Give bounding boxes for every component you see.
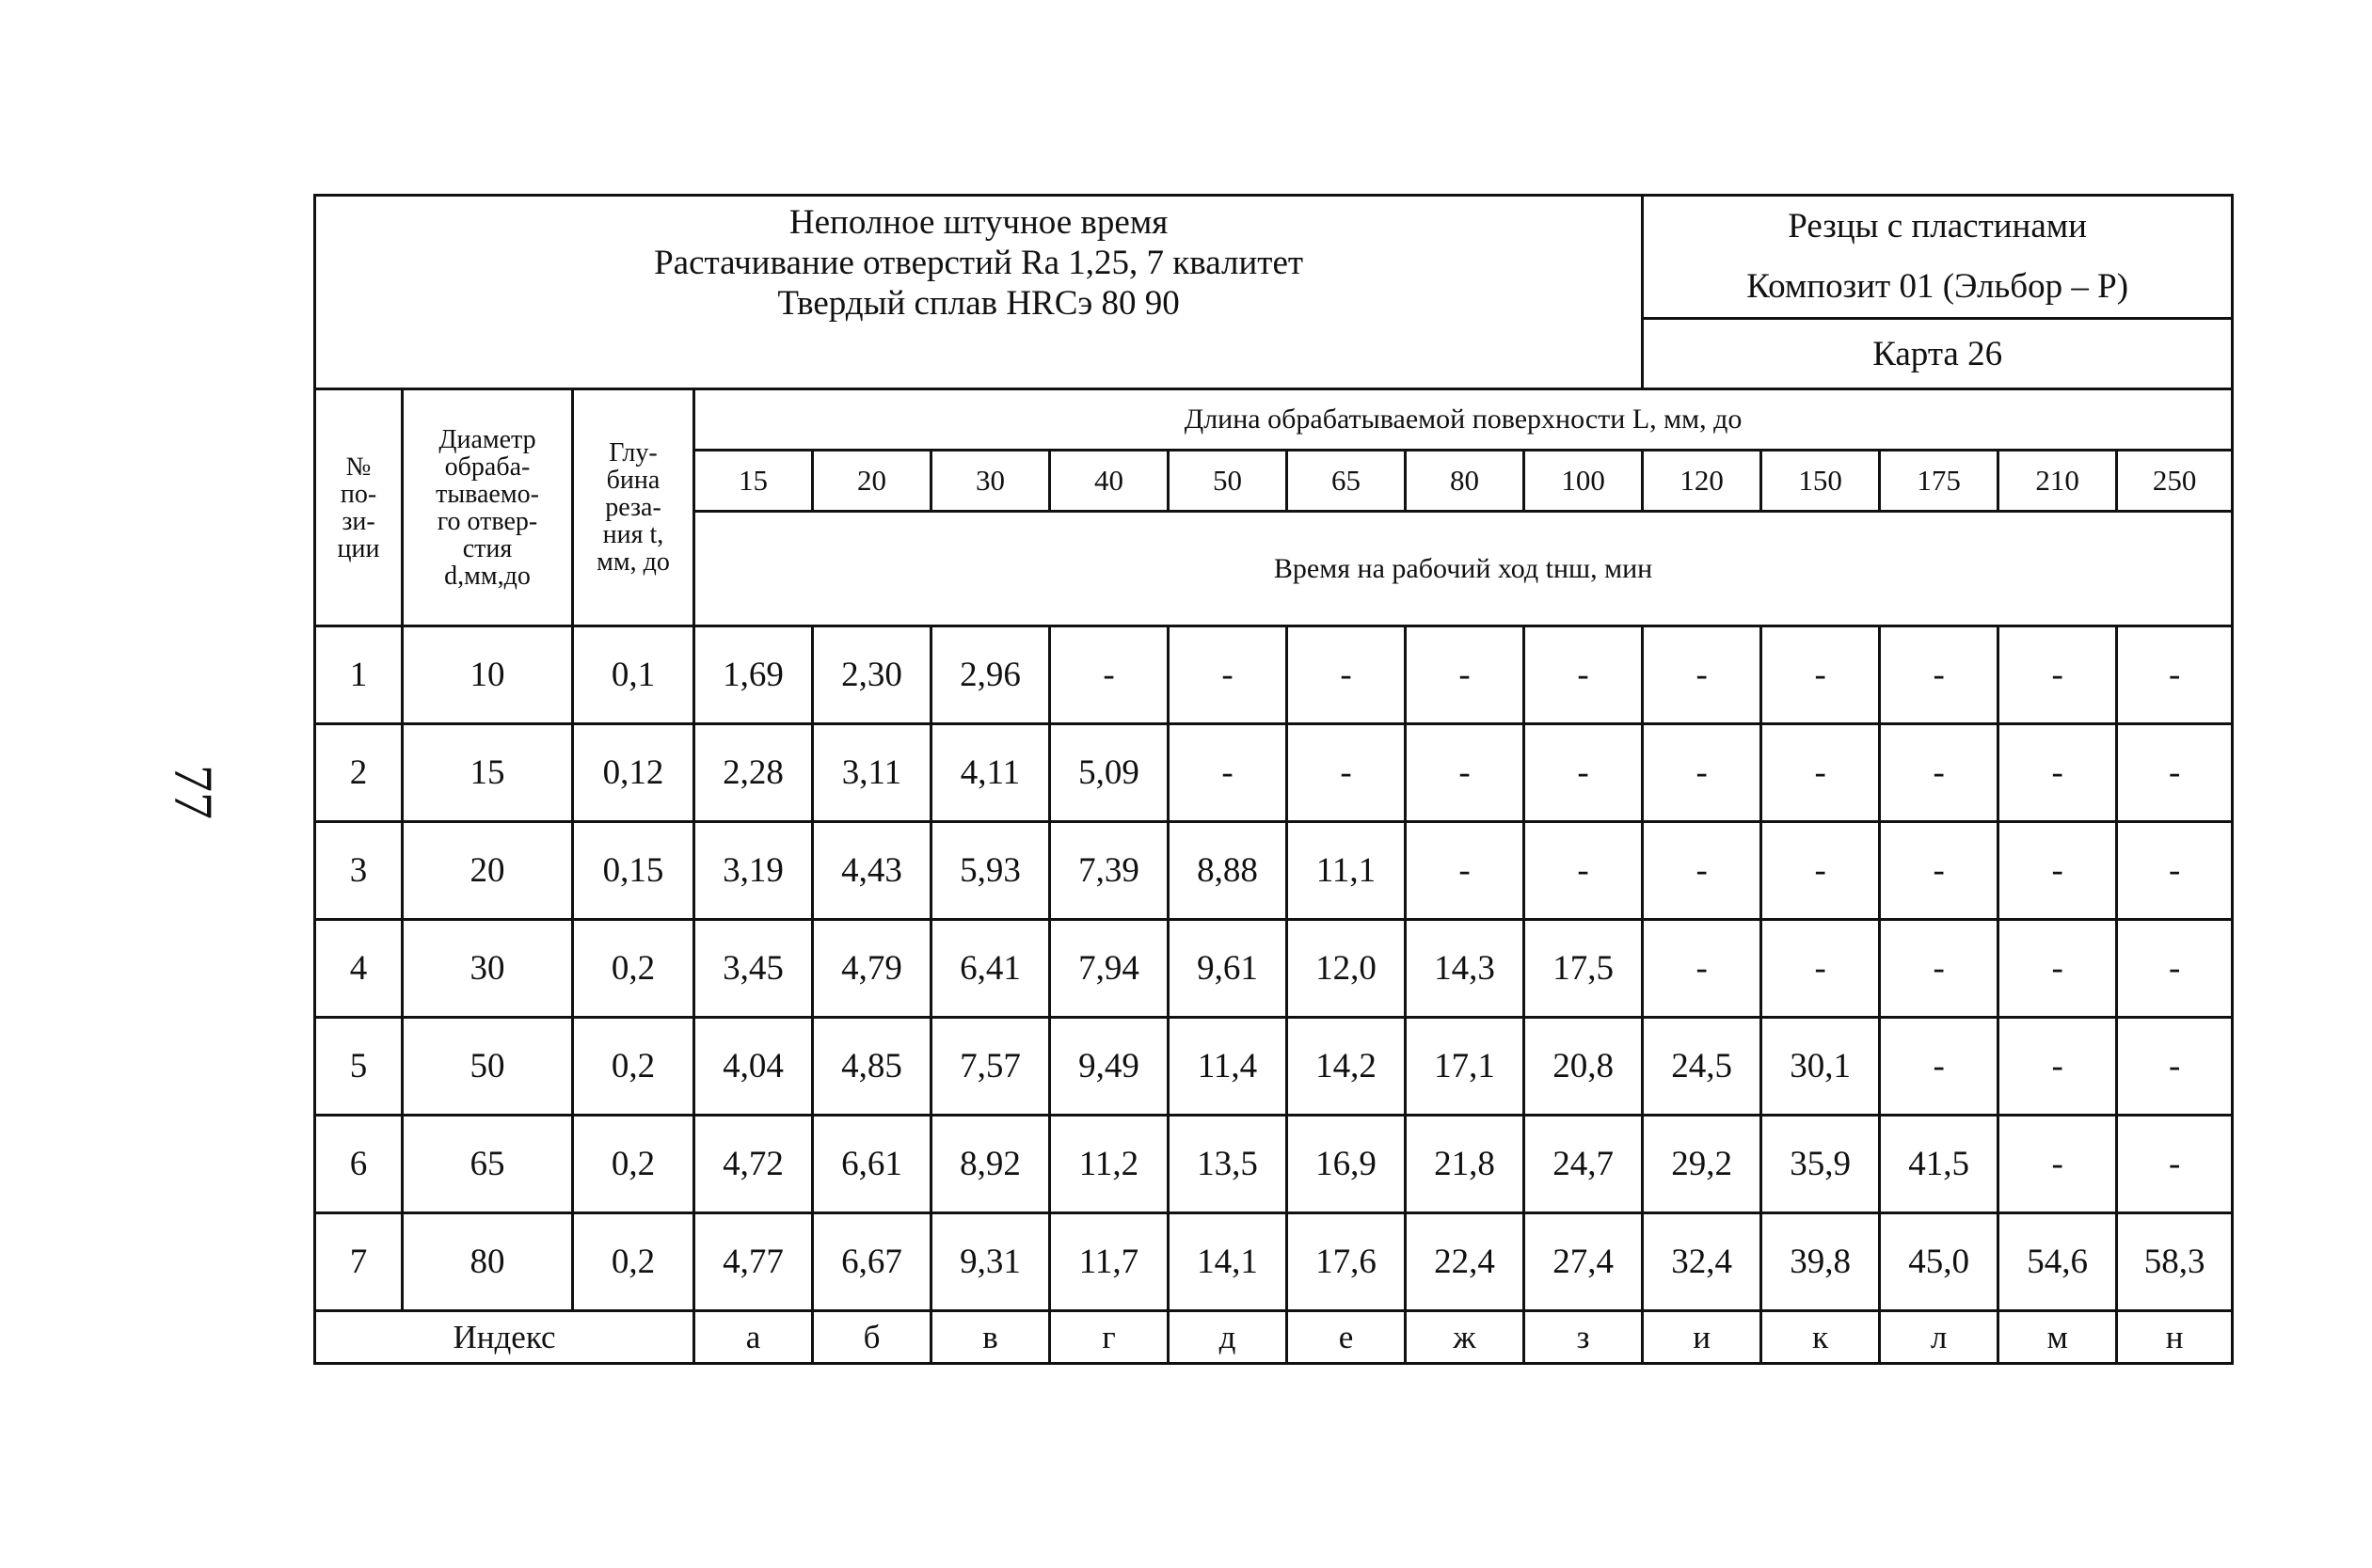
time-value-cell: 41,5 xyxy=(1880,1116,1998,1213)
length-value: 65 xyxy=(1287,451,1406,512)
title-line-3: Твердый сплав HRCэ 80 90 xyxy=(777,284,1180,323)
norm-table xyxy=(313,194,2234,1365)
length-value: 120 xyxy=(1643,451,1761,512)
time-value-cell: - xyxy=(1880,724,1998,822)
time-value-cell: - xyxy=(1998,626,2117,724)
time-value-cell: - xyxy=(1050,626,1169,724)
depth-cell: 0,2 xyxy=(573,1018,694,1116)
index-letter: б xyxy=(813,1311,931,1364)
time-value-cell: - xyxy=(1643,920,1761,1018)
time-value-cell: - xyxy=(1880,822,1998,920)
index-label: Индекс xyxy=(315,1311,694,1364)
table-row xyxy=(315,920,2233,1018)
time-value-cell: 4,79 xyxy=(813,920,931,1018)
time-value-cell: 2,28 xyxy=(694,724,813,822)
length-value: 30 xyxy=(931,451,1050,512)
header-length: Длина обрабатываемой поверхности L, мм, до xyxy=(694,389,2233,451)
time-value-cell: - xyxy=(1880,626,1998,724)
depth-cell: 0,15 xyxy=(573,822,694,920)
time-value-cell: 13,5 xyxy=(1169,1116,1287,1213)
tool-line-2: Композит 01 (Эльбор – Р) xyxy=(1746,267,2129,306)
tool-line-1: Резцы с пластинами xyxy=(1788,207,2087,245)
time-value-cell: 9,61 xyxy=(1169,920,1287,1018)
time-value-cell: 5,93 xyxy=(931,822,1050,920)
table-row xyxy=(315,724,2233,822)
time-value-cell: - xyxy=(1406,626,1524,724)
diameter-cell: 65 xyxy=(403,1116,573,1213)
time-value-cell: 24,5 xyxy=(1643,1018,1761,1116)
diameter-cell: 10 xyxy=(403,626,573,724)
time-value-cell: - xyxy=(1998,822,2117,920)
length-value: 20 xyxy=(813,451,931,512)
header-time: Время на рабочий ход tнш, мин xyxy=(694,512,2233,626)
time-value-cell: - xyxy=(2117,1018,2233,1116)
time-value-cell: 9,49 xyxy=(1050,1018,1169,1116)
diameter-cell: 20 xyxy=(403,822,573,920)
time-value-cell: 8,88 xyxy=(1169,822,1287,920)
time-value-cell: 14,2 xyxy=(1287,1018,1406,1116)
time-value-cell: - xyxy=(1998,724,2117,822)
diameter-cell: 80 xyxy=(403,1213,573,1311)
header-position: № по- зи- ции xyxy=(315,389,403,626)
position-cell: 2 xyxy=(315,724,403,822)
index-letter: е xyxy=(1287,1311,1406,1364)
time-value-cell: 27,4 xyxy=(1524,1213,1643,1311)
position-cell: 4 xyxy=(315,920,403,1018)
length-value: 150 xyxy=(1761,451,1880,512)
time-value-cell: 4,43 xyxy=(813,822,931,920)
time-value-cell: - xyxy=(1643,724,1761,822)
index-letter: а xyxy=(694,1311,813,1364)
time-value-cell: - xyxy=(1524,724,1643,822)
position-cell: 3 xyxy=(315,822,403,920)
page-number: 77 xyxy=(163,765,224,819)
header-diameter: Диаметр обраба- тываемо- го отвер- стия d,мм,до xyxy=(403,389,573,626)
time-value-cell: 4,77 xyxy=(694,1213,813,1311)
table-row xyxy=(315,822,2233,920)
index-letter: в xyxy=(931,1311,1050,1364)
table-row xyxy=(315,626,2233,724)
depth-cell: 0,2 xyxy=(573,920,694,1018)
time-value-cell: 8,92 xyxy=(931,1116,1050,1213)
time-value-cell: 7,39 xyxy=(1050,822,1169,920)
time-value-cell: 11,7 xyxy=(1050,1213,1169,1311)
time-value-cell: 30,1 xyxy=(1761,1018,1880,1116)
time-value-cell: - xyxy=(1998,1116,2117,1213)
time-value-cell: 5,09 xyxy=(1050,724,1169,822)
index-letter: л xyxy=(1880,1311,1998,1364)
time-value-cell: 12,0 xyxy=(1287,920,1406,1018)
length-value: 250 xyxy=(2117,451,2233,512)
time-value-cell: - xyxy=(1761,822,1880,920)
time-value-cell: 1,69 xyxy=(694,626,813,724)
time-value-cell: - xyxy=(1287,724,1406,822)
diameter-cell: 30 xyxy=(403,920,573,1018)
time-value-cell: - xyxy=(1998,1018,2117,1116)
position-cell: 5 xyxy=(315,1018,403,1116)
time-value-cell: - xyxy=(1761,626,1880,724)
time-value-cell: - xyxy=(1287,626,1406,724)
time-value-cell: 54,6 xyxy=(1998,1213,2117,1311)
time-value-cell: 4,72 xyxy=(694,1116,813,1213)
table-row xyxy=(315,1213,2233,1311)
time-value-cell: - xyxy=(1406,822,1524,920)
length-value: 80 xyxy=(1406,451,1524,512)
time-value-cell: - xyxy=(2117,822,2233,920)
length-value: 175 xyxy=(1880,451,1998,512)
index-letter: и xyxy=(1643,1311,1761,1364)
depth-cell: 0,12 xyxy=(573,724,694,822)
title-line-1: Неполное штучное время xyxy=(788,203,1169,242)
index-letter: г xyxy=(1050,1311,1169,1364)
table-row xyxy=(315,1018,2233,1116)
index-letter: ж xyxy=(1406,1311,1524,1364)
time-value-cell: - xyxy=(1761,920,1880,1018)
time-value-cell: 2,96 xyxy=(931,626,1050,724)
time-value-cell: - xyxy=(2117,724,2233,822)
position-cell: 1 xyxy=(315,626,403,724)
time-value-cell: 3,45 xyxy=(694,920,813,1018)
time-value-cell: 4,85 xyxy=(813,1018,931,1116)
time-value-cell: 14,1 xyxy=(1169,1213,1287,1311)
length-value: 50 xyxy=(1169,451,1287,512)
length-value: 15 xyxy=(694,451,813,512)
time-value-cell: 29,2 xyxy=(1643,1116,1761,1213)
time-value-cell: - xyxy=(2117,920,2233,1018)
table-title xyxy=(315,196,1643,389)
index-letter: к xyxy=(1761,1311,1880,1364)
depth-cell: 0,2 xyxy=(573,1213,694,1311)
time-value-cell: - xyxy=(1880,920,1998,1018)
time-value-cell: 11,2 xyxy=(1050,1116,1169,1213)
time-value-cell: 20,8 xyxy=(1524,1018,1643,1116)
time-value-cell: 35,9 xyxy=(1761,1116,1880,1213)
diameter-cell: 50 xyxy=(403,1018,573,1116)
time-value-cell: 7,94 xyxy=(1050,920,1169,1018)
time-value-cell: 22,4 xyxy=(1406,1213,1524,1311)
time-value-cell: 2,30 xyxy=(813,626,931,724)
index-letter: н xyxy=(2117,1311,2233,1364)
time-value-cell: 7,57 xyxy=(931,1018,1050,1116)
time-value-cell: - xyxy=(2117,626,2233,724)
time-value-cell: 4,04 xyxy=(694,1018,813,1116)
time-value-cell: - xyxy=(1169,724,1287,822)
time-value-cell: 24,7 xyxy=(1524,1116,1643,1213)
time-value-cell: 4,11 xyxy=(931,724,1050,822)
time-value-cell: 21,8 xyxy=(1406,1116,1524,1213)
title-line-2: Растачивание отверстий Ra 1,25, 7 квалитет xyxy=(654,244,1304,282)
depth-cell: 0,2 xyxy=(573,1116,694,1213)
time-value-cell: - xyxy=(1998,920,2117,1018)
header-depth: Глу- бина реза- ния t, мм, до xyxy=(573,389,694,626)
time-value-cell: 3,19 xyxy=(694,822,813,920)
time-value-cell: - xyxy=(1761,724,1880,822)
position-cell: 6 xyxy=(315,1116,403,1213)
time-value-cell: 17,6 xyxy=(1287,1213,1406,1311)
time-value-cell: 9,31 xyxy=(931,1213,1050,1311)
time-value-cell: 32,4 xyxy=(1643,1213,1761,1311)
time-value-cell: - xyxy=(1643,626,1761,724)
time-value-cell: - xyxy=(2117,1116,2233,1213)
time-value-cell: 45,0 xyxy=(1880,1213,1998,1311)
time-value-cell: 58,3 xyxy=(2117,1213,2233,1311)
time-value-cell: 3,11 xyxy=(813,724,931,822)
length-value: 40 xyxy=(1050,451,1169,512)
time-value-cell: 14,3 xyxy=(1406,920,1524,1018)
index-letter: м xyxy=(1998,1311,2117,1364)
diameter-cell: 15 xyxy=(403,724,573,822)
card-number: Карта 26 xyxy=(1643,319,2233,389)
time-value-cell: 17,5 xyxy=(1524,920,1643,1018)
time-value-cell: 6,41 xyxy=(931,920,1050,1018)
length-value: 100 xyxy=(1524,451,1643,512)
time-value-cell: - xyxy=(1524,822,1643,920)
table-row xyxy=(315,1116,2233,1213)
length-value: 210 xyxy=(1998,451,2117,512)
time-value-cell: - xyxy=(1643,822,1761,920)
time-value-cell: 17,1 xyxy=(1406,1018,1524,1116)
depth-cell: 0,1 xyxy=(573,626,694,724)
time-value-cell: - xyxy=(1880,1018,1998,1116)
index-letter: д xyxy=(1169,1311,1287,1364)
time-value-cell: 11,4 xyxy=(1169,1018,1287,1116)
time-value-cell: 6,61 xyxy=(813,1116,931,1213)
time-value-cell: 11,1 xyxy=(1287,822,1406,920)
time-value-cell: 6,67 xyxy=(813,1213,931,1311)
time-value-cell: 39,8 xyxy=(1761,1213,1880,1311)
time-value-cell: 16,9 xyxy=(1287,1116,1406,1213)
tool-description xyxy=(1643,196,2233,319)
index-letter: з xyxy=(1524,1311,1643,1364)
time-value-cell: - xyxy=(1169,626,1287,724)
time-value-cell: - xyxy=(1406,724,1524,822)
position-cell: 7 xyxy=(315,1213,403,1311)
time-value-cell: - xyxy=(1524,626,1643,724)
